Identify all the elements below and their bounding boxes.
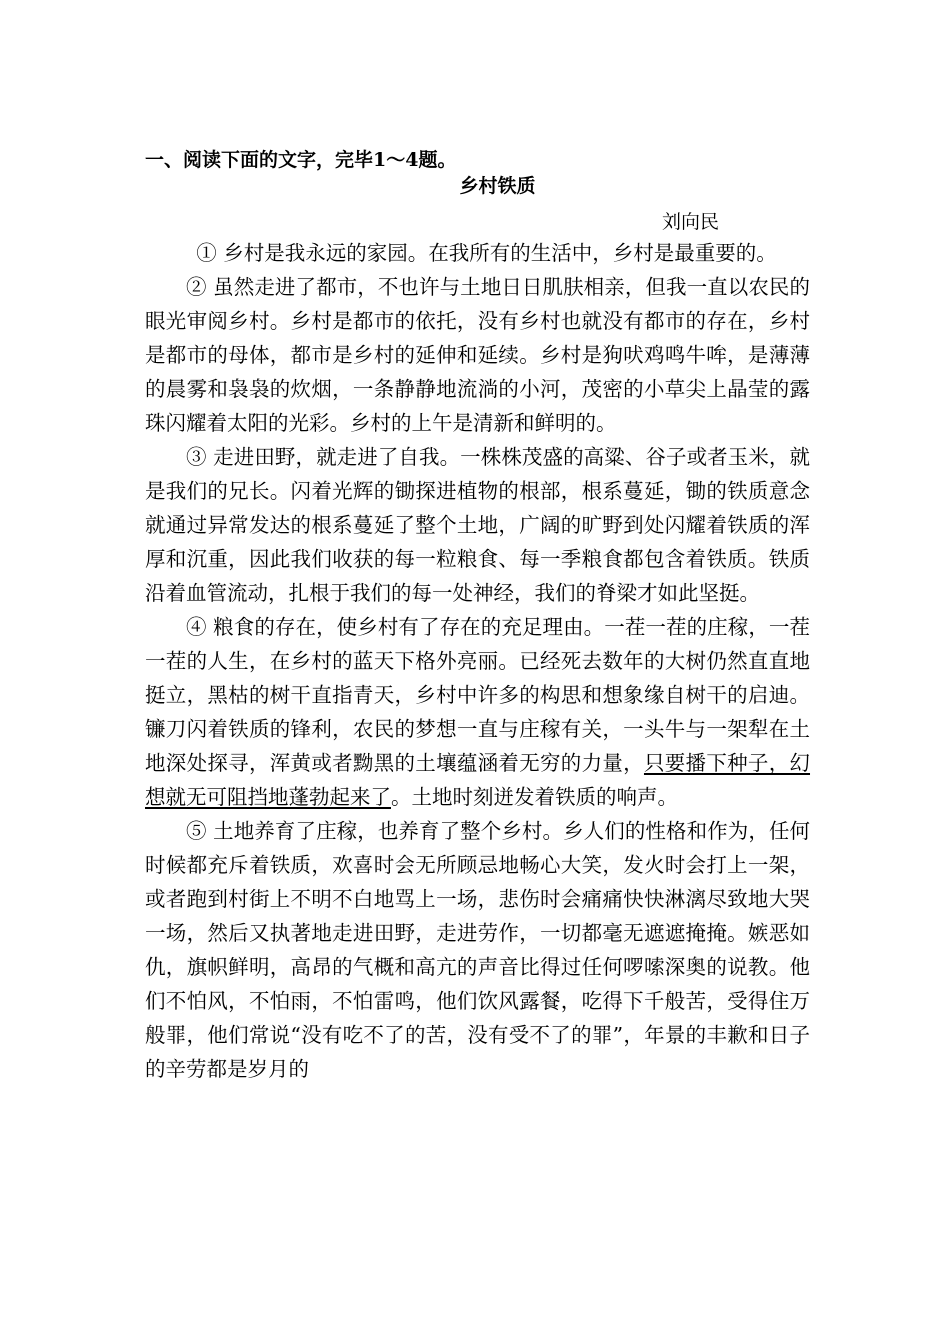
paragraph-3: ③ 走进田野，就走进了自我。一株株茂盛的高粱、谷子或者玉米，就是我们的兄长。闪着光辉的锄探进植物的根部，根系蔓延，锄的铁质意念就通过异常发达的根系蔓延了整个土地，广阔的旷野到处闪耀着铁质的浑厚和沉重，因此我们收获的每一粒粮食、每一季粮食都包含着铁质。铁质沿着血管流动，扎根于我们的每一处神经，我们的脊梁才如此坚挺。 <box>145 445 810 605</box>
paragraph-2: ② 虽然走进了都市，不也许与土地日日肌肤相亲，但我一直以农民的眼光审阅乡村。乡村是都市的依托，没有乡村也就没有都市的存在，乡村是都市的母体，都市是乡村的延伸和延续。乡村是狗吠鸡鸣牛哞，是薄薄的晨雾和袅袅的炊烟，一条静静地流淌的小河，茂密的小草尖上晶莹的露珠闪耀着太阳的光彩。乡村的上午是清新和鲜明的。 <box>145 275 810 435</box>
paragraph-4-text-after: 。土地时刻迸发着铁质的响声。 <box>391 785 678 809</box>
question-heading: 一、阅读下面的文字，完毕1～4题。 <box>145 149 457 171</box>
paragraph-1: ① 乡村是我永远的家园。在我所有的生活中，乡村是最重要的。 <box>196 241 777 265</box>
article-author: 刘向民 <box>662 211 720 233</box>
paragraph-4-text-before: ④ 粮食的存在，使乡村有了存在的充足理由。一茬一茬的庄稼，一茬一茬的人生，在乡村的蓝天下格外亮丽。已经死去数年的大树仍然直直地挺立，黑枯的树干直指青天，乡村中许多的构思和想象缘自树干的启迪。镰刀闪着铁质的锋利，农民的梦想一直与庄稼有关，一头牛与一架犁在土地深处探寻，浑黄或者黝黑的土壤蕴涵着无穷的力量， <box>145 615 810 775</box>
paragraph-5: ⑤ 土地养育了庄稼，也养育了整个乡村。乡人们的性格和作为，任何时候都充斥着铁质，欢喜时会无所顾忌地畅心大笑，发火时会打上一架，或者跑到村街上不明不白地骂上一场，悲伤时会痛痛快快淋漓尽致地大哭一场，然后又执著地走进田野，走进劳作，一切都毫无遮遮掩掩。嫉恶如仇，旗帜鲜明，高昂的气概和高亢的声音比得过任何啰嗦深奥的说教。他们不怕风，不怕雨，不怕雷鸣，他们饮风露餐，吃得下千般苦，受得住万般罪，他们常说“没有吃不了的苦，没有受不了的罪”，年景的丰歉和日子的辛劳都是岁月的 <box>145 819 810 1081</box>
paragraph-4 <box>145 610 810 814</box>
underlined-sentence: 只要播下种子，幻想就无可阻挡地蓬勃起来了 <box>145 751 811 809</box>
article-body <box>145 236 810 1086</box>
article-title: 乡村铁质 <box>459 175 536 197</box>
